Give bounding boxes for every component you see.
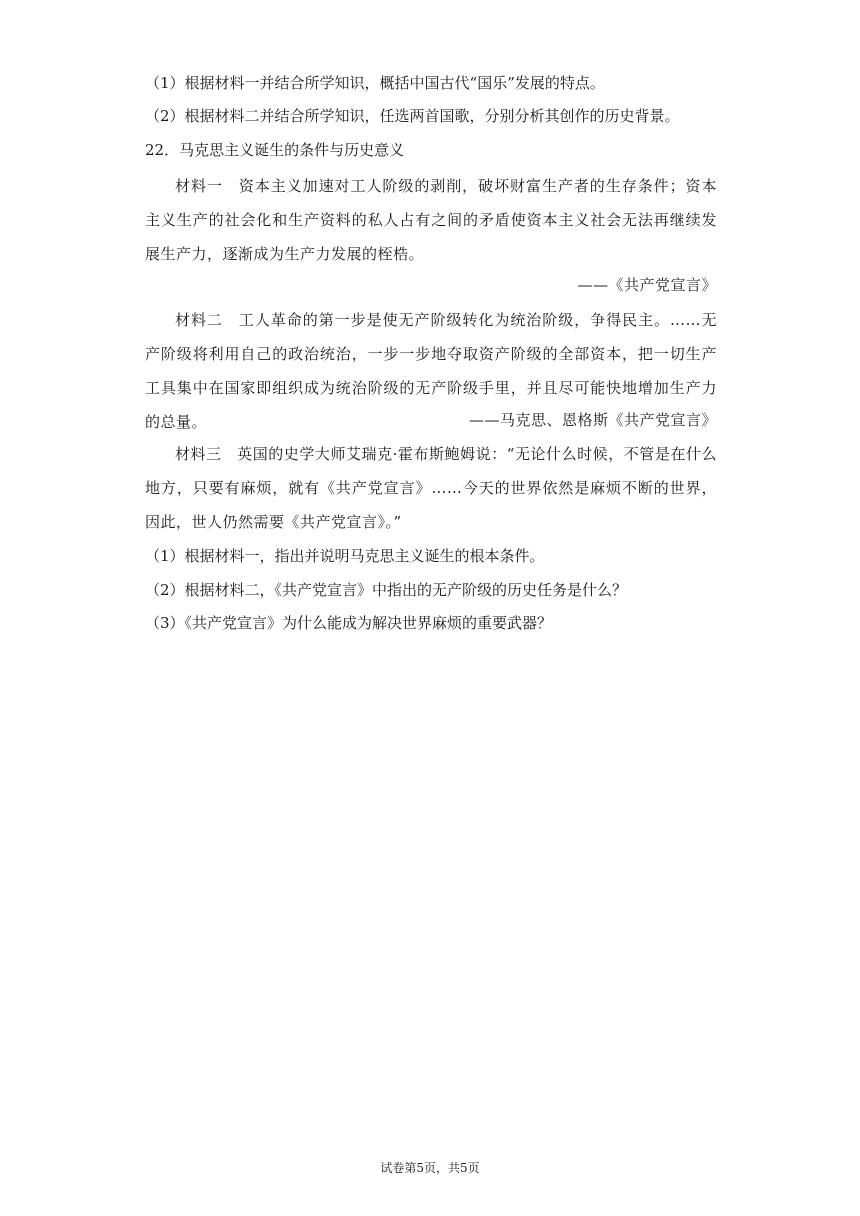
question-22-sub-1: （1）根据材料一，指出并说明马克思主义诞生的根本条件。 (145, 547, 545, 565)
material-2-source: ——马克思、恩格斯《共产党宣言》 (468, 411, 717, 429)
material-2-text: 材料二 工人革命的第一步是使无产阶级转化为统治阶级，争得民主。……无产阶级将利用自己的政治统治，一步一步地夺取资产阶级的全部资本，把一切生产工具集中在国家即组织成为统治阶级的无产阶级手里，并且尽可能快地增加生产力的总量。 (145, 311, 717, 431)
material-3-text: 材料三 英国的史学大师艾瑞克·霍布斯鲍姆说：“无论什么时候，不管是在什么地方，只要有麻烦，就有《共产党宣言》……今天的世界依然是麻烦不断的世界，因此，世人仍然需要《共产党宣言》。” (145, 445, 717, 531)
question-22-sub-2: （2）根据材料二，《共产党宣言》中指出的无产阶级的历史任务是什么？ (145, 581, 628, 599)
question-21-part-2: （2）根据材料二并结合所学知识，任选两首国歌，分别分析其创作的历史背景。 (145, 107, 680, 125)
page-footer: 试卷第5页，共5页 (380, 1161, 480, 1175)
question-22-title: 22．马克思主义诞生的条件与历史意义 (145, 141, 405, 159)
material-1-text: 材料一 资本主义加速对工人阶级的剥削，破坏财富生产者的生存条件；资本主义生产的社会化和生产资料的私人占有之间的矛盾使资本主义社会无法再继续发展生产力，逐渐成为生产力发展的桎梏。 (145, 177, 717, 263)
material-1-source: ——《共产党宣言》 (577, 276, 717, 294)
question-21-part-1: （1）根据材料一并结合所学知识，概括中国古代“国乐”发展的特点。 (145, 74, 605, 92)
question-22-sub-3: （3）《共产党宣言》为什么能成为解决世界麻烦的重要武器？ (145, 614, 553, 632)
